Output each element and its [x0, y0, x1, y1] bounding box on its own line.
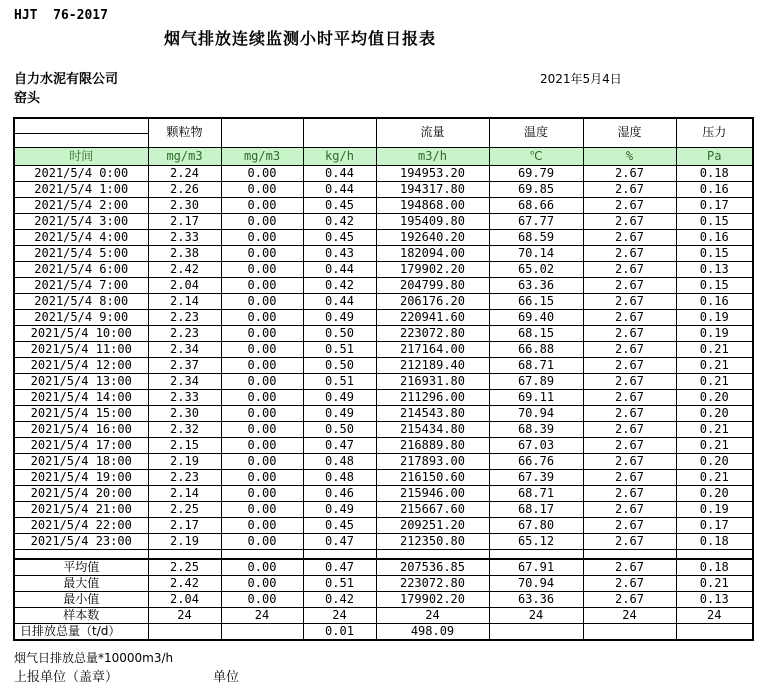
value-cell: 0.47	[303, 533, 376, 549]
summary-value-cell: 0.21	[676, 576, 753, 592]
value-cell: 2.37	[148, 357, 221, 373]
summary-value-cell: 24	[676, 608, 753, 624]
empty-cell	[303, 549, 376, 559]
value-cell: 70.14	[489, 245, 583, 261]
value-cell: 0.50	[303, 325, 376, 341]
value-cell: 2.67	[583, 213, 676, 229]
value-cell: 0.49	[303, 309, 376, 325]
value-cell: 2.33	[148, 389, 221, 405]
summary-value-cell	[148, 624, 221, 641]
hourly-data-row	[14, 229, 753, 245]
value-cell: 0.47	[303, 437, 376, 453]
value-cell: 2.67	[583, 421, 676, 437]
value-cell: 0.21	[676, 341, 753, 357]
value-cell: 0.00	[221, 373, 303, 389]
value-cell: 2.34	[148, 341, 221, 357]
report-date: 2021年5月4日	[540, 72, 622, 86]
value-cell: 0.19	[676, 325, 753, 341]
report-unit-label: 上报单位（盖章）	[14, 670, 119, 685]
time-cell: 2021/5/4 12:00	[14, 357, 148, 373]
value-cell: 68.39	[489, 421, 583, 437]
col-header-temperature: 温度	[489, 118, 583, 147]
column-group-header-row	[14, 118, 753, 133]
value-cell: 0.44	[303, 181, 376, 197]
value-cell: 0.17	[676, 517, 753, 533]
hourly-data-row	[14, 389, 753, 405]
value-cell: 0.21	[676, 357, 753, 373]
summary-label-cell: 日排放总量（t/d）	[14, 624, 148, 641]
value-cell: 2.67	[583, 165, 676, 181]
value-cell: 2.67	[583, 277, 676, 293]
value-cell: 0.17	[676, 197, 753, 213]
summary-label-cell: 最大值	[14, 576, 148, 592]
value-cell: 0.00	[221, 197, 303, 213]
value-cell: 68.59	[489, 229, 583, 245]
value-cell: 212350.80	[376, 533, 489, 549]
summary-value-cell	[489, 624, 583, 641]
value-cell: 0.49	[303, 501, 376, 517]
time-cell: 2021/5/4 3:00	[14, 213, 148, 229]
value-cell: 0.00	[221, 485, 303, 501]
value-cell: 2.14	[148, 485, 221, 501]
time-cell: 2021/5/4 14:00	[14, 389, 148, 405]
empty-cell	[583, 549, 676, 559]
value-cell: 0.15	[676, 213, 753, 229]
value-cell: 2.67	[583, 293, 676, 309]
time-cell: 2021/5/4 2:00	[14, 197, 148, 213]
hourly-data-row	[14, 309, 753, 325]
value-cell: 67.80	[489, 517, 583, 533]
summary-label-cell: 最小值	[14, 592, 148, 608]
value-cell: 0.48	[303, 453, 376, 469]
value-cell: 2.25	[148, 501, 221, 517]
empty-cell	[376, 549, 489, 559]
value-cell: 215946.00	[376, 485, 489, 501]
summary-value-cell: 24	[303, 608, 376, 624]
monitoring-point: 窑头	[14, 91, 41, 106]
hourly-data-row	[14, 197, 753, 213]
value-cell: 0.19	[676, 309, 753, 325]
summary-value-cell: 0.13	[676, 592, 753, 608]
value-cell: 0.44	[303, 293, 376, 309]
value-cell: 67.77	[489, 213, 583, 229]
value-cell: 195409.80	[376, 213, 489, 229]
value-cell: 2.67	[583, 373, 676, 389]
value-cell: 0.42	[303, 277, 376, 293]
value-cell: 0.13	[676, 261, 753, 277]
value-cell: 0.16	[676, 229, 753, 245]
value-cell: 182094.00	[376, 245, 489, 261]
spacer-row	[14, 549, 753, 559]
value-cell: 2.38	[148, 245, 221, 261]
summary-value-cell: 70.94	[489, 576, 583, 592]
hourly-data-row	[14, 181, 753, 197]
value-cell: 2.67	[583, 245, 676, 261]
value-cell: 69.85	[489, 181, 583, 197]
summary-value-cell: 179902.20	[376, 592, 489, 608]
value-cell: 217164.00	[376, 341, 489, 357]
time-cell: 2021/5/4 17:00	[14, 437, 148, 453]
summary-value-cell: 67.91	[489, 559, 583, 576]
value-cell: 67.89	[489, 373, 583, 389]
summary-value-cell: 63.36	[489, 592, 583, 608]
summary-row	[14, 576, 753, 592]
value-cell: 2.67	[583, 181, 676, 197]
value-cell: 0.21	[676, 373, 753, 389]
value-cell: 2.42	[148, 261, 221, 277]
hourly-data-row	[14, 421, 753, 437]
summary-value-cell: 2.25	[148, 559, 221, 576]
unit-label: 单位	[213, 670, 240, 685]
value-cell: 2.67	[583, 341, 676, 357]
value-cell: 0.00	[221, 453, 303, 469]
hourly-data-row	[14, 501, 753, 517]
value-cell: 0.21	[676, 437, 753, 453]
empty-cell	[14, 549, 148, 559]
value-cell: 217893.00	[376, 453, 489, 469]
value-cell: 2.23	[148, 309, 221, 325]
value-cell: 0.00	[221, 389, 303, 405]
time-cell: 2021/5/4 6:00	[14, 261, 148, 277]
value-cell: 0.20	[676, 389, 753, 405]
value-cell: 68.71	[489, 357, 583, 373]
col-header-particulate: 颗粒物	[148, 118, 221, 147]
value-cell: 0.00	[221, 405, 303, 421]
value-cell: 0.16	[676, 293, 753, 309]
value-cell: 2.67	[583, 501, 676, 517]
hourly-data-row	[14, 245, 753, 261]
unit-cell: %	[583, 147, 676, 165]
value-cell: 0.00	[221, 245, 303, 261]
hourly-data-row	[14, 437, 753, 453]
hourly-data-row	[14, 517, 753, 533]
value-cell: 0.51	[303, 341, 376, 357]
time-cell: 2021/5/4 0:00	[14, 165, 148, 181]
summary-row	[14, 592, 753, 608]
value-cell: 2.17	[148, 517, 221, 533]
time-cell: 2021/5/4 5:00	[14, 245, 148, 261]
summary-row	[14, 559, 753, 576]
empty-corner-cell-bottom	[14, 133, 148, 147]
value-cell: 0.46	[303, 485, 376, 501]
value-cell: 0.21	[676, 469, 753, 485]
value-cell: 0.00	[221, 325, 303, 341]
value-cell: 0.00	[221, 437, 303, 453]
value-cell: 211296.00	[376, 389, 489, 405]
time-cell: 2021/5/4 10:00	[14, 325, 148, 341]
summary-value-cell: 0.00	[221, 559, 303, 576]
empty-cell	[148, 549, 221, 559]
value-cell: 2.67	[583, 197, 676, 213]
empty-cell	[489, 549, 583, 559]
value-cell: 68.66	[489, 197, 583, 213]
unit-cell: ℃	[489, 147, 583, 165]
daily-total-row	[14, 624, 753, 641]
value-cell: 69.11	[489, 389, 583, 405]
value-cell: 216150.60	[376, 469, 489, 485]
unit-header-row	[14, 147, 753, 165]
value-cell: 2.30	[148, 197, 221, 213]
value-cell: 0.00	[221, 213, 303, 229]
value-cell: 66.76	[489, 453, 583, 469]
unit-cell: kg/h	[303, 147, 376, 165]
summary-value-cell: 24	[221, 608, 303, 624]
value-cell: 0.49	[303, 405, 376, 421]
value-cell: 0.51	[303, 373, 376, 389]
value-cell: 67.39	[489, 469, 583, 485]
value-cell: 204799.80	[376, 277, 489, 293]
hourly-data-row	[14, 277, 753, 293]
value-cell: 65.02	[489, 261, 583, 277]
summary-value-cell	[583, 624, 676, 641]
value-cell: 223072.80	[376, 325, 489, 341]
time-cell: 2021/5/4 15:00	[14, 405, 148, 421]
value-cell: 2.67	[583, 261, 676, 277]
page-title: 烟气排放连续监测小时平均值日报表	[163, 29, 436, 48]
unit-cell: Pa	[676, 147, 753, 165]
value-cell: 0.20	[676, 485, 753, 501]
value-cell: 0.16	[676, 181, 753, 197]
unit-cell: mg/m3	[148, 147, 221, 165]
total-volume-note: 烟气日排放总量*10000m3/h	[14, 651, 174, 665]
value-cell: 2.33	[148, 229, 221, 245]
value-cell: 0.00	[221, 309, 303, 325]
col-header-humidity: 湿度	[583, 118, 676, 147]
value-cell: 0.19	[676, 501, 753, 517]
hourly-data-row	[14, 485, 753, 501]
summary-value-cell: 0.51	[303, 576, 376, 592]
hourly-data-row	[14, 453, 753, 469]
summary-value-cell: 24	[489, 608, 583, 624]
time-cell: 2021/5/4 21:00	[14, 501, 148, 517]
summary-value-cell: 24	[148, 608, 221, 624]
value-cell: 0.15	[676, 277, 753, 293]
hourly-data-row	[14, 469, 753, 485]
value-cell: 2.19	[148, 453, 221, 469]
value-cell: 69.79	[489, 165, 583, 181]
value-cell: 220941.60	[376, 309, 489, 325]
summary-value-cell: 2.67	[583, 592, 676, 608]
hourly-data-row	[14, 165, 753, 181]
value-cell: 0.18	[676, 165, 753, 181]
value-cell: 0.20	[676, 453, 753, 469]
empty-corner-cell-top	[14, 118, 148, 133]
value-cell: 2.15	[148, 437, 221, 453]
value-cell: 2.67	[583, 309, 676, 325]
value-cell: 194953.20	[376, 165, 489, 181]
col-header-pressure: 压力	[676, 118, 753, 147]
summary-value-cell: 2.04	[148, 592, 221, 608]
value-cell: 2.67	[583, 533, 676, 549]
summary-value-cell: 0.47	[303, 559, 376, 576]
value-cell: 2.23	[148, 325, 221, 341]
value-cell: 2.17	[148, 213, 221, 229]
summary-value-cell: 223072.80	[376, 576, 489, 592]
value-cell: 0.00	[221, 181, 303, 197]
summary-value-cell: 24	[583, 608, 676, 624]
summary-value-cell: 498.09	[376, 624, 489, 641]
hourly-data-row	[14, 405, 753, 421]
summary-value-cell	[221, 624, 303, 641]
value-cell: 0.00	[221, 357, 303, 373]
hourly-data-row	[14, 261, 753, 277]
value-cell: 2.67	[583, 453, 676, 469]
col-header-blank-2	[303, 118, 376, 147]
unit-cell: m3/h	[376, 147, 489, 165]
value-cell: 2.04	[148, 277, 221, 293]
time-cell: 2021/5/4 4:00	[14, 229, 148, 245]
time-cell: 2021/5/4 22:00	[14, 517, 148, 533]
value-cell: 2.23	[148, 469, 221, 485]
hourly-data-row	[14, 213, 753, 229]
value-cell: 2.67	[583, 517, 676, 533]
value-cell: 0.49	[303, 389, 376, 405]
value-cell: 2.14	[148, 293, 221, 309]
value-cell: 192640.20	[376, 229, 489, 245]
value-cell: 2.26	[148, 181, 221, 197]
value-cell: 2.67	[583, 469, 676, 485]
value-cell: 2.67	[583, 229, 676, 245]
value-cell: 2.67	[583, 357, 676, 373]
unit-cell: mg/m3	[221, 147, 303, 165]
footer-signature-line	[14, 666, 240, 685]
value-cell: 0.00	[221, 341, 303, 357]
time-cell: 2021/5/4 20:00	[14, 485, 148, 501]
hourly-data-row	[14, 325, 753, 341]
value-cell: 216931.80	[376, 373, 489, 389]
hourly-data-row	[14, 373, 753, 389]
summary-value-cell: 207536.85	[376, 559, 489, 576]
value-cell: 70.94	[489, 405, 583, 421]
value-cell: 215667.60	[376, 501, 489, 517]
value-cell: 206176.20	[376, 293, 489, 309]
value-cell: 2.67	[583, 437, 676, 453]
value-cell: 194868.00	[376, 197, 489, 213]
value-cell: 2.67	[583, 485, 676, 501]
company-name: 自力水泥有限公司	[14, 72, 119, 87]
summary-value-cell: 2.67	[583, 576, 676, 592]
empty-cell	[221, 549, 303, 559]
monitoring-data-table	[13, 117, 754, 641]
value-cell: 212189.40	[376, 357, 489, 373]
summary-label-cell: 样本数	[14, 608, 148, 624]
summary-value-cell: 2.67	[583, 559, 676, 576]
time-cell: 2021/5/4 19:00	[14, 469, 148, 485]
value-cell: 0.21	[676, 421, 753, 437]
value-cell: 66.15	[489, 293, 583, 309]
doc-code: HJT 76-2017	[14, 8, 108, 23]
col-header-blank-1	[221, 118, 303, 147]
value-cell: 0.43	[303, 245, 376, 261]
value-cell: 179902.20	[376, 261, 489, 277]
summary-label-cell: 平均值	[14, 559, 148, 576]
value-cell: 2.34	[148, 373, 221, 389]
value-cell: 2.67	[583, 405, 676, 421]
hourly-data-row	[14, 341, 753, 357]
value-cell: 209251.20	[376, 517, 489, 533]
value-cell: 68.15	[489, 325, 583, 341]
value-cell: 0.00	[221, 165, 303, 181]
time-cell: 2021/5/4 23:00	[14, 533, 148, 549]
summary-value-cell: 0.18	[676, 559, 753, 576]
summary-value-cell: 2.42	[148, 576, 221, 592]
value-cell: 216889.80	[376, 437, 489, 453]
value-cell: 0.45	[303, 229, 376, 245]
time-cell: 2021/5/4 11:00	[14, 341, 148, 357]
col-header-flow: 流量	[376, 118, 489, 147]
value-cell: 0.45	[303, 197, 376, 213]
value-cell: 69.40	[489, 309, 583, 325]
summary-value-cell: 24	[376, 608, 489, 624]
time-cell: 2021/5/4 16:00	[14, 421, 148, 437]
value-cell: 0.00	[221, 293, 303, 309]
value-cell: 68.71	[489, 485, 583, 501]
time-column-header: 时间	[14, 147, 148, 165]
summary-row	[14, 608, 753, 624]
value-cell: 2.24	[148, 165, 221, 181]
value-cell: 0.00	[221, 261, 303, 277]
value-cell: 68.17	[489, 501, 583, 517]
summary-value-cell: 0.00	[221, 576, 303, 592]
value-cell: 194317.80	[376, 181, 489, 197]
value-cell: 0.42	[303, 213, 376, 229]
value-cell: 0.00	[221, 277, 303, 293]
summary-value-cell: 0.01	[303, 624, 376, 641]
time-cell: 2021/5/4 9:00	[14, 309, 148, 325]
value-cell: 0.00	[221, 501, 303, 517]
hourly-data-row	[14, 293, 753, 309]
value-cell: 0.00	[221, 421, 303, 437]
value-cell: 215434.80	[376, 421, 489, 437]
value-cell: 63.36	[489, 277, 583, 293]
summary-value-cell	[676, 624, 753, 641]
value-cell: 2.67	[583, 389, 676, 405]
summary-value-cell: 0.00	[221, 592, 303, 608]
time-cell: 2021/5/4 13:00	[14, 373, 148, 389]
value-cell: 67.03	[489, 437, 583, 453]
value-cell: 2.32	[148, 421, 221, 437]
summary-value-cell: 0.42	[303, 592, 376, 608]
value-cell: 2.30	[148, 405, 221, 421]
value-cell: 66.88	[489, 341, 583, 357]
value-cell: 0.00	[221, 469, 303, 485]
time-cell: 2021/5/4 18:00	[14, 453, 148, 469]
hourly-data-row	[14, 533, 753, 549]
value-cell: 2.67	[583, 325, 676, 341]
value-cell: 0.18	[676, 533, 753, 549]
value-cell: 214543.80	[376, 405, 489, 421]
value-cell: 0.15	[676, 245, 753, 261]
value-cell: 0.00	[221, 533, 303, 549]
value-cell: 2.19	[148, 533, 221, 549]
value-cell: 0.00	[221, 229, 303, 245]
value-cell: 0.48	[303, 469, 376, 485]
value-cell: 0.45	[303, 517, 376, 533]
empty-cell	[676, 549, 753, 559]
value-cell: 0.50	[303, 421, 376, 437]
hourly-data-row	[14, 357, 753, 373]
value-cell: 0.20	[676, 405, 753, 421]
value-cell: 0.50	[303, 357, 376, 373]
time-cell: 2021/5/4 7:00	[14, 277, 148, 293]
value-cell: 65.12	[489, 533, 583, 549]
time-cell: 2021/5/4 1:00	[14, 181, 148, 197]
value-cell: 0.44	[303, 261, 376, 277]
time-cell: 2021/5/4 8:00	[14, 293, 148, 309]
value-cell: 0.44	[303, 165, 376, 181]
value-cell: 0.00	[221, 517, 303, 533]
